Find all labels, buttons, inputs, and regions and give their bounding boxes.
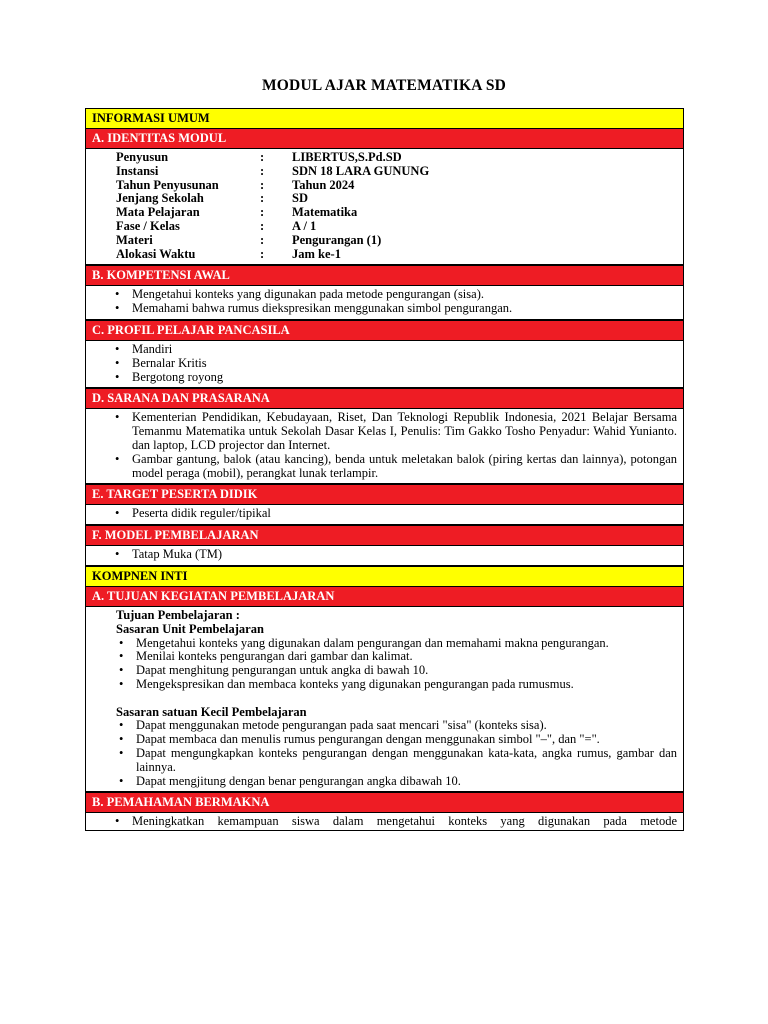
list-item: • Bernalar Kritis (132, 357, 677, 371)
tujuan-label: Tujuan Pembelajaran : (116, 607, 240, 622)
identity-value: SD (292, 191, 308, 206)
identity-row (116, 151, 683, 165)
target-content (85, 505, 684, 525)
identity-key: Mata Pelajaran (116, 205, 200, 220)
list-item: • Memahami bahwa rumus diekspresikan menggunakan simbol pengurangan. (132, 302, 677, 316)
list-item: • Tatap Muka (TM) (132, 548, 677, 562)
section-kompetensi-awal: B. KOMPETENSI AWAL (85, 265, 684, 286)
identity-separator: : (260, 177, 265, 192)
identity-value: LIBERTUS,S.Pd.SD (292, 150, 402, 164)
list-item: • Dapat mengungkapkan konteks pengurangan dengan menggunakan kata-kata, angka rumus, gambar dan lainnya. (136, 747, 677, 775)
identity-value: SDN 18 LARA GUNUNG (292, 163, 430, 178)
identity-value: Tahun 2024 (292, 177, 355, 192)
identity-key: Instansi (116, 163, 159, 178)
kecil-heading: Sasaran satuan Kecil Pembelajaran (116, 704, 307, 719)
section-target-peserta: E. TARGET PESERTA DIDIK (85, 484, 684, 505)
identity-separator: : (260, 205, 265, 220)
list-item: • Peserta didik reguler/tipikal (132, 507, 677, 521)
identity-key: Jenjang Sekolah (116, 191, 204, 206)
spacer (116, 692, 677, 706)
kompetensi-awal-content (85, 286, 684, 320)
identity-value: Pengurangan (1) (292, 232, 382, 247)
list-item: • Meningkatkan kemampuan siswa dalam mengetahui konteks yang digunakan pada metode (132, 815, 677, 829)
section-informasi-umum: INFORMASI UMUM (85, 108, 684, 129)
identity-row (116, 179, 683, 193)
unit-heading: Sasaran Unit Pembelajaran (116, 621, 264, 636)
identity-value: A / 1 (292, 218, 317, 233)
list-item: • Bergotong royong (132, 371, 677, 385)
identity-row (116, 192, 683, 206)
identity-separator: : (260, 163, 265, 178)
section-komponen-inti: KOMPNEN INTI (85, 566, 684, 587)
identity-row (116, 234, 683, 248)
identity-key: Penyusun (116, 150, 169, 164)
pemahaman-content (85, 813, 684, 831)
list-item: • Mengetahui konteks yang digunakan dalam pengurangan dan memahami makna pengurangan. (136, 637, 677, 651)
identity-separator: : (260, 150, 265, 164)
section-sarana-prasarana: D. SARANA DAN PRASARANA (85, 388, 684, 409)
list-item: • Dapat mengjitung dengan benar pengurangan angka dibawah 10. (136, 775, 677, 789)
list-item: • Mengekspresikan dan membaca konteks yang digunakan pengurangan pada rumusmus. (136, 678, 677, 692)
identity-row (116, 165, 683, 179)
section-pemahaman-bermakna: B. PEMAHAMAN BERMAKNA (85, 792, 684, 813)
model-content (85, 546, 684, 566)
section-model-pembelajaran: F. MODEL PEMBELAJARAN (85, 525, 684, 546)
sarana-content (85, 409, 684, 484)
identity-row (116, 248, 683, 262)
list-item: • Kementerian Pendidikan, Kebudayaan, Riset, Dan Teknologi Republik Indonesia, 2021 Belajar Bersama Temanmu Matematika untuk Sekolah Dasar Kelas I, Penulis: Tim Gakko Tosho Penyadur: Wahid Yunianto. dan laptop, LCD projector dan Internet. (132, 411, 677, 452)
list-item: • Dapat membaca dan menulis rumus pengurangan dengan menggunakan simbol "–", dan "=". (136, 733, 677, 747)
identity-key: Materi (116, 232, 153, 247)
list-item: • Dapat menggunakan metode pengurangan pada saat mencari "sisa" (konteks sisa). (136, 719, 677, 733)
identity-row (116, 206, 683, 220)
identity-value: Jam ke-1 (292, 246, 341, 261)
list-item: • Dapat menghitung pengurangan untuk angka di bawah 10. (136, 664, 677, 678)
section-profil-pelajar: C. PROFIL PELAJAR PANCASILA (85, 320, 684, 341)
profil-pelajar-content (85, 341, 684, 388)
identity-separator: : (260, 218, 265, 233)
identity-block (85, 149, 684, 265)
list-item: • Gambar gantung, balok (atau kancing), benda untuk meletakan balok (piring kertas dan lainnya), potongan model peraga (mobil), perangkat lunak terlampir. (132, 453, 677, 481)
identity-key: Tahun Penyusunan (116, 177, 219, 192)
identity-key: Alokasi Waktu (116, 246, 196, 261)
section-identitas-modul: A. IDENTITAS MODUL (85, 128, 684, 149)
section-tujuan-kegiatan: A. TUJUAN KEGIATAN PEMBELAJARAN (85, 586, 684, 607)
list-item: • Mengetahui konteks yang digunakan pada metode pengurangan (sisa). (132, 288, 677, 302)
document-title: MODUL AJAR MATEMATIKA SD (261, 77, 507, 94)
identity-separator: : (260, 232, 265, 247)
list-item: • Mandiri (132, 343, 677, 357)
tujuan-content (85, 607, 684, 792)
identity-value: Matematika (292, 205, 358, 220)
list-item: • Menilai konteks pengurangan dari gambar dan kalimat. (136, 650, 677, 664)
module-table (85, 108, 684, 831)
identity-key: Fase / Kelas (116, 218, 180, 233)
identity-separator: : (260, 191, 265, 206)
identity-separator: : (260, 246, 265, 261)
identity-row (116, 220, 683, 234)
